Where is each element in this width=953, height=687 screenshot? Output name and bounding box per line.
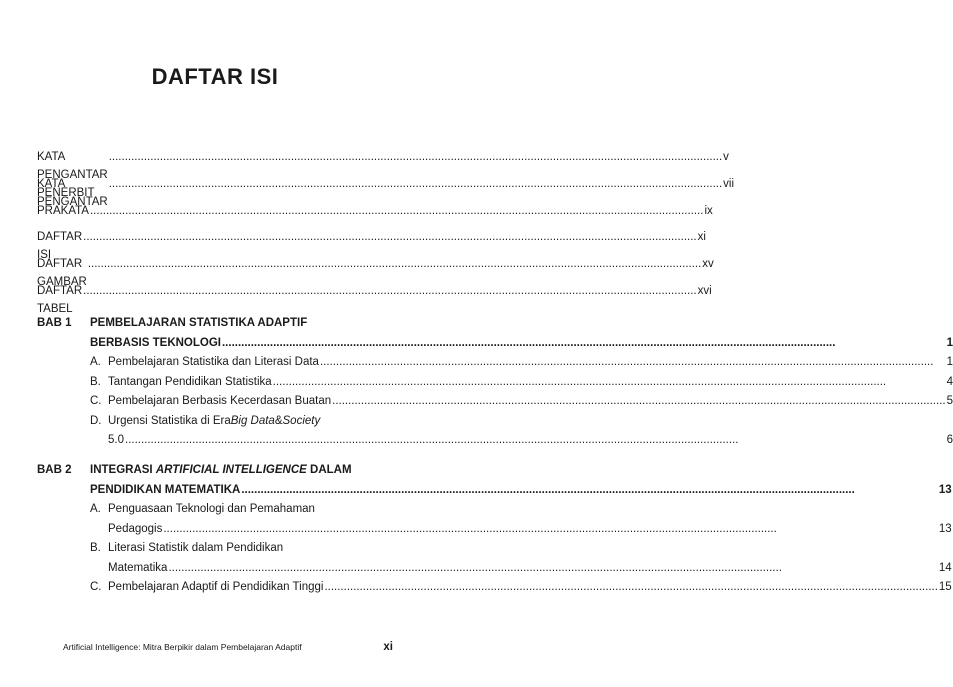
chapter-title-suffix: DALAM: [310, 464, 352, 476]
toc-entry-daftar-gambar[interactable]: [37, 255, 714, 289]
dot-leader: [109, 175, 722, 193]
chapter-title-line[interactable]: PEMBELAJARAN STATISTIKA ADAPTIF: [90, 317, 308, 329]
section-title-italic: Big Data: [230, 414, 275, 427]
dot-leader: [125, 431, 946, 451]
dot-leader: [320, 353, 946, 373]
section-entry[interactable]: [90, 500, 952, 539]
section-letter: B.: [90, 375, 101, 388]
toc-entry-daftar-tabel[interactable]: [37, 282, 712, 315]
section-entry[interactable]: [90, 539, 952, 578]
section-title-italic: Society: [282, 414, 321, 427]
section-letter: D.: [90, 414, 102, 427]
section-page: 5: [946, 395, 953, 407]
section-entry[interactable]: [90, 392, 953, 412]
section-title: Pembelajaran Adaptif di Pendidikan Tinggi: [108, 581, 324, 593]
section-letter: A.: [90, 503, 101, 515]
dot-leader: [168, 559, 937, 579]
section-page: 15: [938, 581, 952, 593]
toc-entry-label: PRAKATA: [37, 204, 89, 217]
section-page: 13: [938, 522, 952, 535]
section-entry[interactable]: [90, 412, 953, 451]
chapter-title-italic: ARTIFICIAL INTELLIGENCE: [155, 464, 307, 476]
section-entry[interactable]: [90, 373, 953, 393]
section-title-mid: &: [274, 414, 283, 427]
section-page: 6: [946, 434, 953, 446]
chapter-label: BAB 1: [37, 317, 72, 329]
footer-page-number: xi: [383, 641, 393, 653]
toc-entry-prakata[interactable]: [37, 202, 713, 229]
footer-running-title: Artificial Intelligence: Mitra Berpikir dalam Pembelajaran Adaptif: [63, 642, 302, 652]
dot-leader: [83, 228, 696, 246]
dot-leader: [222, 334, 946, 354]
section-title: Pembelajaran Statistika dan Literasi Data: [108, 356, 319, 368]
dot-leader: [273, 373, 946, 393]
chapter-title-line[interactable]: [90, 461, 952, 481]
section-page: 4: [946, 375, 953, 388]
chapter-title-line: BERBASIS TEKNOLOGI: [90, 336, 221, 349]
section-title-prefix: Urgensi Statistika di Era: [108, 414, 231, 427]
toc-entry-label: DAFTAR TABEL: [37, 284, 83, 315]
section-page: 14: [938, 561, 952, 574]
section-letter: A.: [90, 356, 101, 368]
section-title: Pedagogis: [108, 522, 163, 535]
section-letter: B.: [90, 542, 101, 554]
dot-leader: [88, 255, 701, 273]
toc-entry-page: xvi: [697, 284, 712, 297]
dot-leader: [332, 392, 945, 412]
dot-leader: [241, 481, 938, 501]
toc-entry-label: KATA PENGANTAR PENERBIT: [37, 151, 108, 199]
front-matter-list: [37, 148, 735, 315]
dot-leader: [163, 520, 938, 540]
section-page: 1: [946, 356, 953, 368]
section-title: Pembelajaran Berbasis Kecerdasan Buatan: [108, 395, 332, 407]
section-letter: C.: [90, 581, 102, 593]
chapter-page: 1: [946, 336, 953, 349]
section-title: Matematika: [108, 561, 168, 574]
dot-leader: [324, 578, 937, 598]
chapter-bab-2: [37, 461, 952, 598]
chapter-title-line: PENDIDIKAN MATEMATIKA: [90, 483, 241, 496]
toc-entry-page: xv: [702, 258, 714, 271]
chapter-title-entry[interactable]: [90, 481, 952, 501]
section-entry[interactable]: [90, 578, 952, 598]
toc-entry-page: v: [723, 151, 729, 163]
section-title: Literasi Statistik dalam Pendidikan: [108, 542, 284, 554]
chapter-title-entry[interactable]: [90, 334, 953, 354]
section-letter: C.: [90, 395, 102, 407]
toc-entry-kata-pengantar[interactable]: [37, 175, 735, 208]
section-title: 5.0: [108, 434, 124, 446]
section-title: Tantangan Pendidikan Statistika: [108, 375, 272, 388]
section-title: Penguasaan Teknologi dan Pemahaman: [108, 503, 315, 515]
toc-entry-page: xi: [697, 231, 706, 244]
dot-leader: [83, 282, 696, 300]
toc-entry-daftar-isi[interactable]: [37, 228, 706, 262]
chapter-title-prefix: INTEGRASI: [90, 464, 153, 476]
page-footer: [63, 641, 393, 653]
dot-leader: [90, 202, 703, 220]
section-entry[interactable]: [90, 353, 953, 373]
chapter-bab-1: [37, 314, 953, 451]
toc-entry-label: DAFTAR ISI: [37, 231, 83, 262]
toc-entry-page: ix: [704, 204, 713, 217]
toc-entry-label: DAFTAR GAMBAR: [37, 258, 87, 289]
toc-entry-page: vii: [723, 177, 735, 190]
chapter-page: 13: [938, 483, 952, 496]
dot-leader: [109, 148, 722, 166]
toc-entry-label: KATA PENGANTAR: [37, 177, 108, 208]
page-title: DAFTAR ISI: [151, 64, 279, 89]
chapter-label: BAB 2: [37, 464, 72, 476]
